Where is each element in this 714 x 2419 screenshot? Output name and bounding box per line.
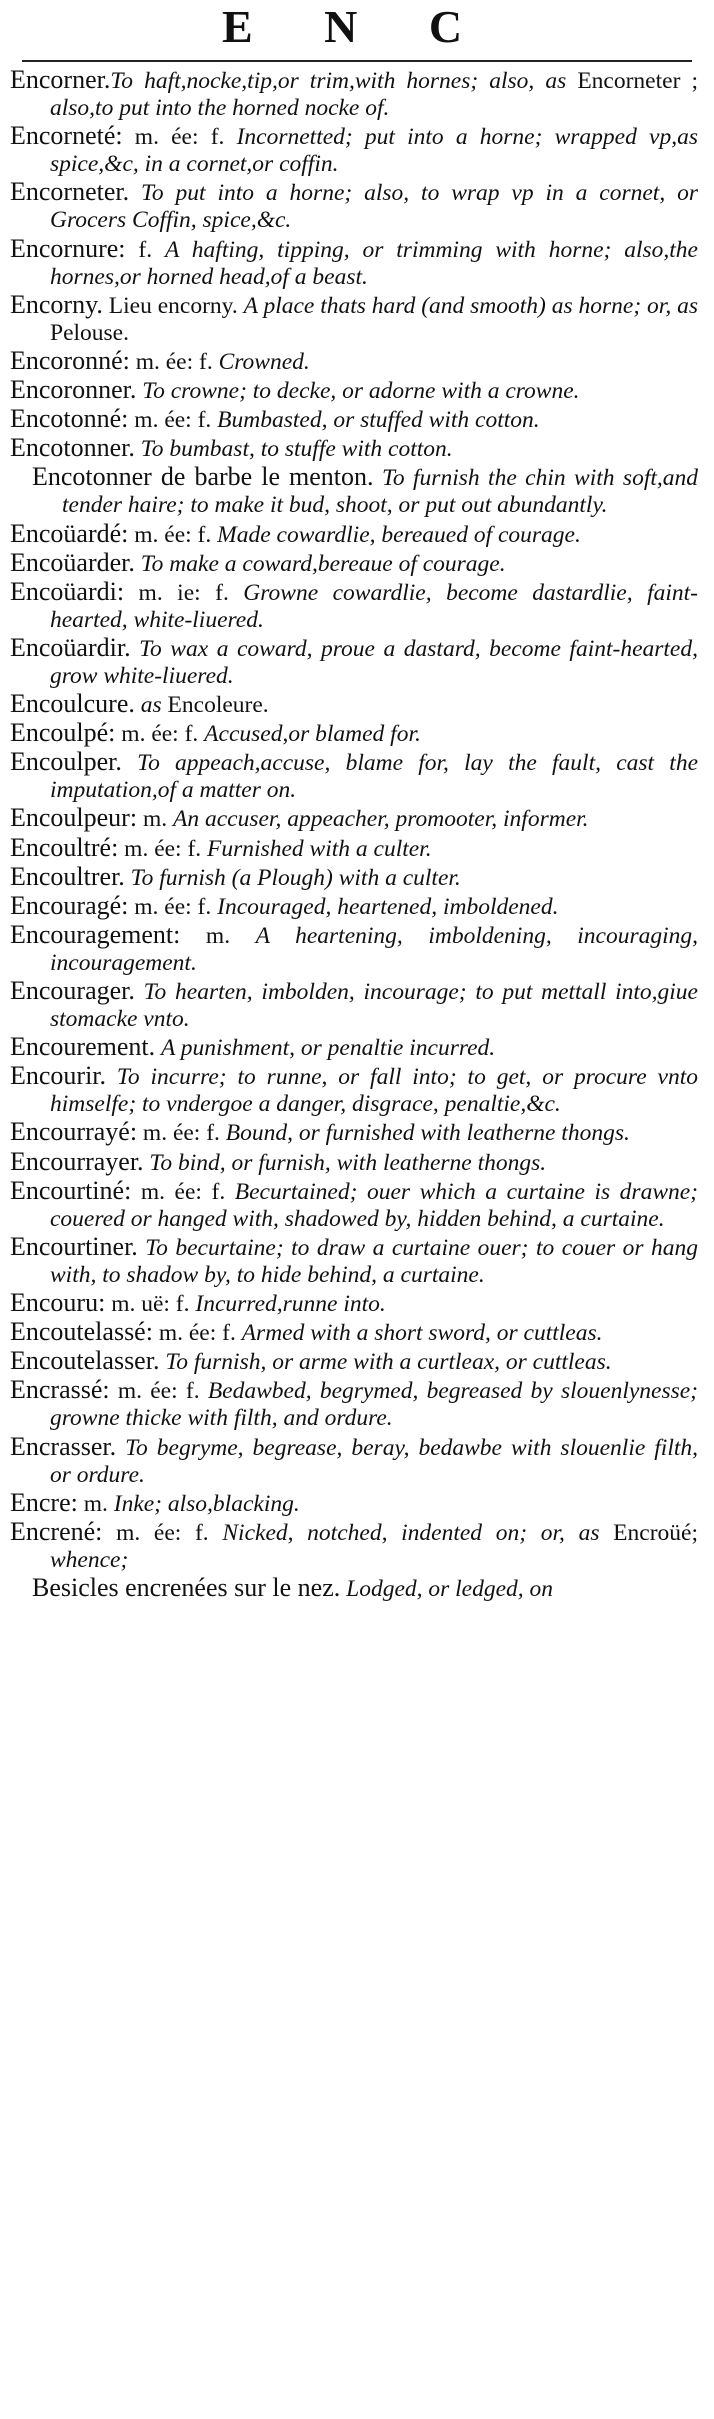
headword: Encorneter. bbox=[10, 177, 130, 207]
dictionary-entry bbox=[0, 1318, 714, 1347]
grammar-note: m. bbox=[77, 1490, 114, 1517]
headword: Encourtiner. bbox=[10, 1231, 138, 1261]
definition: An accuser, appeacher, promooter, informer. bbox=[172, 806, 589, 833]
definition-continued: also,to put into the horned nocke of. bbox=[50, 95, 390, 122]
definition: To put into a horne; also, to wrap vp in a cornet, or Grocers Coffin, spice,&c. bbox=[50, 180, 698, 234]
definition: To haft,nocke,tip,or trim,with hornes; also, as bbox=[110, 68, 567, 94]
dictionary-entry bbox=[0, 376, 714, 405]
headword: Encrassé: bbox=[10, 1375, 110, 1405]
headword: Encouragement: bbox=[10, 919, 181, 949]
headword: Encoüarder. bbox=[10, 547, 135, 577]
dictionary-entry bbox=[0, 1518, 714, 1574]
dictionary-entry bbox=[0, 892, 714, 921]
definition: Bumbasted, or stuffed with cotton. bbox=[217, 407, 540, 434]
grammar-note: m. bbox=[180, 922, 256, 949]
definition: Incurred,runne into. bbox=[195, 1291, 386, 1318]
dictionary-entry bbox=[0, 1118, 714, 1147]
headword: Encotonné: bbox=[10, 404, 129, 434]
headword: Encoulper. bbox=[10, 747, 122, 777]
grammar-note: m. ée: f. bbox=[115, 721, 205, 748]
headword: Encoutelassé: bbox=[10, 1317, 153, 1347]
headword: Encoronner. bbox=[10, 375, 137, 405]
definition: Armed with a short sword, or cuttleas. bbox=[241, 1320, 603, 1347]
dictionary-entry bbox=[0, 1347, 714, 1376]
headword: Encoulpeur: bbox=[10, 803, 138, 833]
definition: as bbox=[140, 692, 162, 719]
dictionary-entry bbox=[0, 719, 714, 748]
dictionary-entry bbox=[0, 1233, 714, 1289]
dictionary-entry bbox=[0, 1177, 714, 1233]
running-head: E N C bbox=[221, 1, 493, 52]
grammar-note: m. ie: f. bbox=[124, 579, 244, 606]
cross-reference: Encorneter ; bbox=[566, 68, 698, 94]
headword: Encrené: bbox=[10, 1516, 103, 1546]
headword: Encorner. bbox=[10, 66, 111, 94]
grammar-note: m. ée: f. bbox=[109, 1378, 208, 1405]
dictionary-entry bbox=[0, 1033, 714, 1062]
definition: Incornetted; put into a horne; wrapped vp,as spice,&c, in a cornet,or coffin. bbox=[50, 124, 698, 178]
definition: To make a coward,bereaue of courage. bbox=[140, 550, 506, 577]
sub-entry bbox=[0, 1574, 714, 1603]
cross-reference: Encoleure. bbox=[161, 692, 269, 719]
dictionary-entry bbox=[0, 690, 714, 719]
page-header bbox=[0, 0, 714, 66]
dictionary-entry bbox=[0, 804, 714, 833]
dictionary-entry bbox=[0, 1148, 714, 1177]
headword: Encorneté: bbox=[10, 121, 123, 151]
headword: Encotonner de barbe le menton. bbox=[32, 462, 374, 492]
grammar-note bbox=[135, 979, 144, 1005]
definition: To bind, or furnish, with leatherne thongs. bbox=[149, 1149, 547, 1176]
grammar-note: m. ée: f. bbox=[128, 893, 218, 920]
definition: Furnished with a culter. bbox=[207, 835, 432, 862]
grammar-note: f. bbox=[125, 236, 165, 263]
definition: To hearten, imbolden, incourage; to put mettall into,giue stomacke vnto. bbox=[50, 979, 698, 1033]
grammar-note bbox=[374, 465, 382, 491]
dictionary-entry bbox=[0, 178, 714, 234]
definition-continued: whence; bbox=[50, 1546, 129, 1573]
cross-reference: Encroüé; bbox=[599, 1519, 698, 1546]
headword: Encoüardi: bbox=[10, 576, 125, 606]
dictionary-entry bbox=[0, 122, 714, 178]
definition: Made cowardlie, bereaued of courage. bbox=[217, 521, 581, 548]
dictionary-entry bbox=[0, 1062, 714, 1118]
definition: To wax a coward, proue a dastard, become faint-hearted, grow white-liuered. bbox=[50, 635, 698, 689]
definition: Nicked, notched, indented on; or, as bbox=[222, 1519, 600, 1546]
headword: Besicles encrenées sur le nez. bbox=[32, 1572, 341, 1602]
header-rule bbox=[22, 60, 692, 62]
definition: To bumbast, to stuffe with cotton. bbox=[140, 436, 453, 463]
dictionary-entry bbox=[0, 520, 714, 549]
headword: Encoulpé: bbox=[10, 718, 116, 748]
definition: Inke; also,blacking. bbox=[113, 1490, 300, 1517]
dictionary-entry bbox=[0, 977, 714, 1033]
grammar-note bbox=[116, 1435, 125, 1461]
headword: Encoronné: bbox=[10, 345, 130, 375]
definition: Bound, or furnished with leatherne thongs. bbox=[225, 1120, 630, 1147]
definition: A place thats hard (and smooth) as horne; or, as bbox=[243, 292, 698, 319]
dictionary-entry bbox=[0, 1376, 714, 1432]
headword: Encoultrer. bbox=[10, 861, 125, 891]
definition: Bedawbed, begrymed, begreased by slouenlynesse; growne thicke with filth, and ordure. bbox=[50, 1378, 699, 1432]
dictionary-entry bbox=[0, 634, 714, 690]
definition: Accused,or blamed for. bbox=[204, 721, 421, 748]
definition: A punishment, or penaltie incurred. bbox=[160, 1035, 496, 1062]
dictionary-entry bbox=[0, 291, 714, 347]
definition: To crowne; to decke, or adorne with a crowne. bbox=[142, 378, 580, 405]
definition: To begryme, begrease, beray, bedawbe with slouenlie filth, or ordure. bbox=[50, 1434, 699, 1488]
headword: Encouru: bbox=[10, 1288, 106, 1318]
dictionary-entries bbox=[0, 66, 714, 2416]
dictionary-entry bbox=[0, 748, 714, 804]
dictionary-entry bbox=[0, 1289, 714, 1318]
headword: Encotonner. bbox=[10, 433, 135, 463]
definition: To appeach,accuse, blame for, lay the fault, cast the imputation,of a matter on. bbox=[50, 750, 699, 804]
definition: Growne cowardlie, become dastardlie, faint-hearted, white-liuered. bbox=[50, 579, 698, 633]
headword: Encoutelasser. bbox=[10, 1346, 160, 1376]
grammar-note: m. uë: f. bbox=[105, 1291, 196, 1318]
definition: Incouraged, heartened, imboldened. bbox=[217, 893, 559, 920]
grammar-note: m. ée: f. bbox=[152, 1320, 242, 1347]
headword: Encourement. bbox=[10, 1032, 156, 1062]
headword: Encourrayer. bbox=[10, 1146, 144, 1176]
dictionary-entry bbox=[0, 434, 714, 463]
headword: Encoüardé: bbox=[10, 518, 129, 548]
definition: To furnish the chin with soft,and tender haire; to make it bud, shoot, or put out abundantly. bbox=[62, 465, 699, 519]
definition: Becurtained; ouer which a curtaine is drawne; couered or hanged with, shadowed by, hidden behind, a curtaine. bbox=[50, 1178, 698, 1232]
grammar-note: m. ée: f. bbox=[137, 1120, 226, 1147]
dictionary-entry bbox=[0, 863, 714, 892]
definition: To furnish (a Plough) with a culter. bbox=[130, 864, 461, 891]
headword: Encourrayé: bbox=[10, 1117, 138, 1147]
headword: Encoüardir. bbox=[10, 632, 131, 662]
grammar-note bbox=[131, 636, 140, 662]
dictionary-entry bbox=[0, 834, 714, 863]
definition: To incurre; to runne, or fall into; to get, or procure vnto himselfe; to vndergoe a danger, disgrace, penaltie,&c. bbox=[50, 1064, 698, 1118]
grammar-note: m. ée: f. bbox=[102, 1519, 223, 1546]
headword: Encoultré: bbox=[10, 832, 119, 862]
headword: Encrasser. bbox=[10, 1431, 117, 1461]
cross-reference: Pelouse. bbox=[50, 319, 129, 346]
headword: Encourager. bbox=[10, 976, 135, 1005]
headword: Encourir. bbox=[10, 1061, 107, 1091]
headword: Encre: bbox=[10, 1487, 78, 1517]
definition: A heartening, imboldening, incouraging, incouragement. bbox=[50, 922, 698, 976]
headword: Encoulcure. bbox=[10, 689, 135, 719]
dictionary-entry bbox=[0, 1489, 714, 1518]
definition: To furnish, or arme with a curtleax, or cuttleas. bbox=[165, 1349, 612, 1376]
grammar-note: m. ée: f. bbox=[122, 124, 237, 151]
dictionary-entry bbox=[0, 347, 714, 376]
headword: Encorny. bbox=[10, 289, 103, 319]
definition: Crowned. bbox=[218, 348, 310, 375]
definition: Lodged, or ledged, on bbox=[346, 1575, 554, 1602]
grammar-note: m. ée: f. bbox=[118, 835, 208, 862]
definition: To becurtaine; to draw a curtaine ouer; to couer or hang with, to shadow by, to hide behind, a curtaine. bbox=[50, 1234, 698, 1288]
grammar-note bbox=[122, 750, 137, 776]
dictionary-entry bbox=[0, 578, 714, 634]
grammar-note bbox=[106, 1064, 117, 1090]
dictionary-entry bbox=[0, 66, 714, 122]
grammar-note: m. ée: f. bbox=[128, 407, 218, 434]
grammar-note: m. ée: f. bbox=[128, 521, 218, 548]
grammar-note: Lieu encorny. bbox=[102, 292, 244, 319]
grammar-note: m. ée: f. bbox=[131, 1178, 235, 1205]
dictionary-entry bbox=[0, 1433, 714, 1489]
dictionary-entry bbox=[0, 405, 714, 434]
headword: Encourtiné: bbox=[10, 1175, 132, 1205]
dictionary-entry bbox=[0, 235, 714, 291]
grammar-note: m. bbox=[137, 806, 173, 833]
definition: A hafting, tipping, or trimming with horne; also,the hornes,or horned head,of a beast. bbox=[50, 236, 698, 290]
sub-entry bbox=[0, 463, 714, 519]
grammar-note: m. ée: f. bbox=[129, 348, 219, 375]
headword: Encouragé: bbox=[10, 890, 129, 920]
dictionary-entry bbox=[0, 549, 714, 578]
dictionary-entry bbox=[0, 921, 714, 977]
grammar-note bbox=[129, 180, 141, 206]
headword: Encornure: bbox=[10, 233, 126, 263]
